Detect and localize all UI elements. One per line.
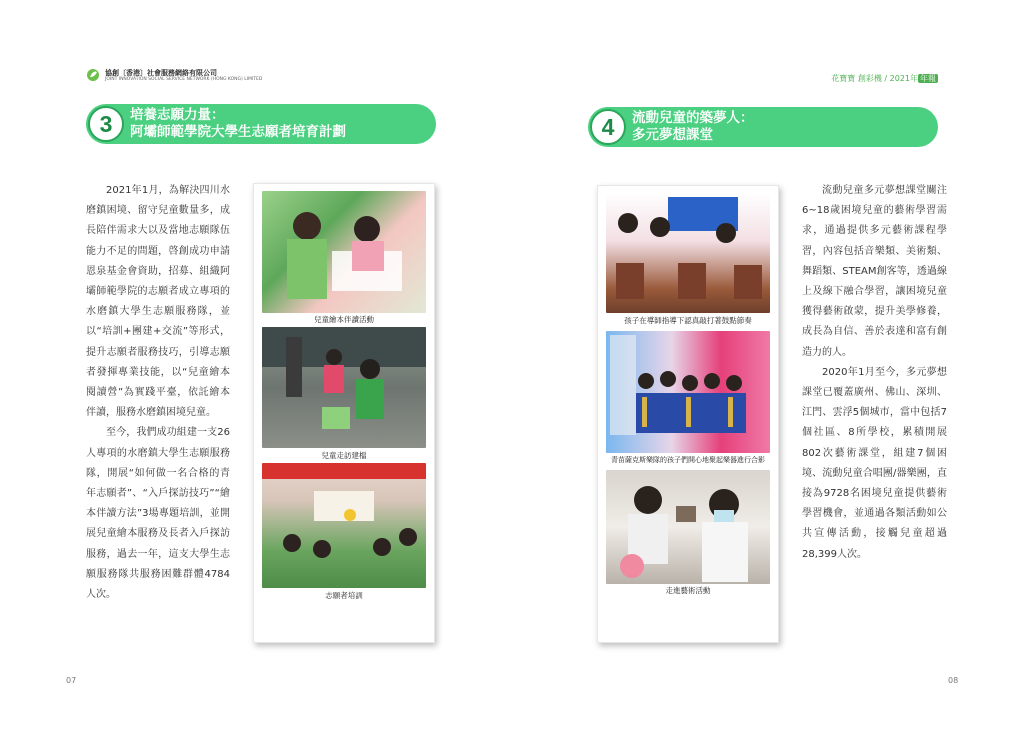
photo-caption: 兒童繪本伴讀活動 [314, 315, 374, 324]
section-number: 4 [590, 109, 626, 145]
org-name: 協創〔香港〕社會服務網絡有限公司 [105, 68, 217, 77]
photo-saxophone-band [606, 331, 770, 453]
section-title-line2: 阿壩師範學院大學生志願者培育計劃 [130, 124, 346, 140]
photo-caption: 志願者培訓 [325, 591, 363, 600]
paragraph: 2020年1月至今，多元夢想課堂已覆蓋廣州、佛山、深圳、江門、雲浮5個城市，當中包括7個社區、8所學校，累積開展802次藝術課堂，組建7個困境、流動兒童合唱團/器樂團，直接為9728名困境兒童提供藝術學習機會，並通過各類活動如公共宣傳活動，接觸兒童超過28,399人次。 [802, 366, 947, 560]
org-subtitle: JOINT INNOVATION SOCIAL SERVICE NETWORK (HONG KONG) LIMITED [105, 76, 263, 82]
paragraph: 至今，我們成功組建一支26人專項的水磨鎮大學生志願服務隊，開展“如何做一名合格的青年志願者”、“入戶探訪技巧”“繪本伴讀方法”3場專題培訓，並開展兒童繪本服務及長者入戶探訪服務，過去一年，這支大學生志願服務隊共服務困難群體4784人次。 [86, 427, 230, 601]
photo-caption: 青苗薩克斯樂隊的孩子們開心地聚起樂器進行合影 [611, 456, 765, 464]
photo-caption: 孩子在導師指導下認真敲打著鼓點節奏 [624, 316, 752, 325]
left-photo-panel [253, 183, 435, 643]
paragraph: 流動兒童多元夢想課堂關注6~18歲困境兒童的藝術學習需求，通過提供多元藝術課程學習，內容包括音樂類、美術類、舞蹈類、STEAM創客等，透過線上及線下融合學習，讓困境兒童獲得藝術啟蒙，提升美學修養，成長為自信、善於表達和富有創造力的人。 [802, 185, 947, 358]
right-body-text [802, 181, 947, 565]
leaf-logo-icon [86, 68, 100, 82]
page-number: 07 [66, 676, 77, 685]
photo-caption: 走進藝術活動 [665, 586, 711, 595]
section-title-line1: 流動兒童的築夢人： [632, 110, 754, 126]
report-header [831, 73, 938, 84]
report-badge: 年報 [920, 74, 936, 83]
section-number: 3 [88, 106, 124, 142]
photo-caption: 兒童走訪建檔 [321, 451, 367, 460]
org-logo [86, 68, 262, 82]
photo-drum-lesson [606, 193, 770, 313]
right-photo-panel [597, 185, 779, 643]
report-title: 花寶寶 創彩機 / 2021年 [831, 74, 918, 83]
section-banner-3 [86, 104, 436, 144]
section-banner-4 [588, 107, 938, 147]
paragraph: 2021年1月，為解決四川水磨鎮困境、留守兒童數量多，成長陪伴需求大以及當地志願隊伍能力不足的問題，啓創成功申請恩泉基金會資助，招募、組織阿壩師範學院的志願者成立專項的水磨鎮大學生志願服務隊，並以“培訓+團建+交流”等形式，提升志願者服務技巧，引導志願者發揮專業技能，以“兒童繪本閱讀營”為實踐平臺，依託繪本伴讀，服務水磨鎮困境兒童。 [86, 185, 230, 419]
photo-picture-book-reading [262, 191, 426, 313]
section-title-line1: 培養志願力量： [130, 107, 225, 123]
page-number: 08 [948, 676, 959, 685]
photo-volunteer-training [262, 463, 426, 588]
section-title-line2: 多元夢想課堂 [632, 127, 713, 143]
photo-child-home-visit [262, 327, 426, 448]
left-body-text [86, 181, 230, 605]
photo-art-activity [606, 470, 770, 584]
